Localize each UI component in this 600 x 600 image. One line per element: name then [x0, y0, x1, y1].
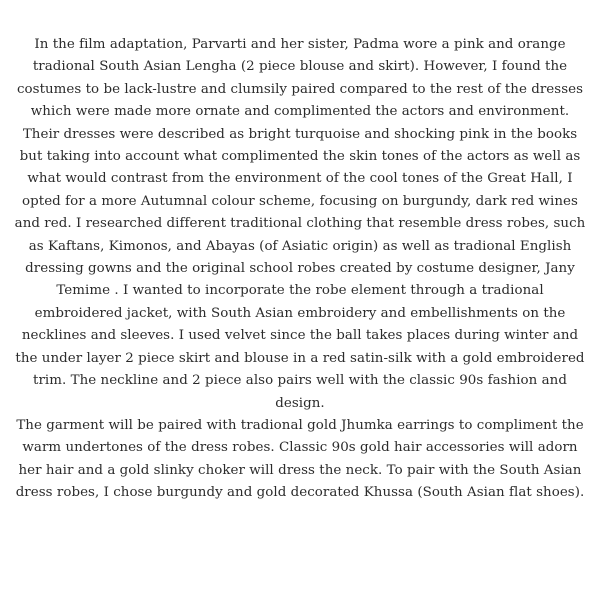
- paragraph-accessories: The garment will be paired with tradional gold Jhumka earrings to compliment the warm undertones of the dress robes. Classic 90s gold hair accessories will adorn her hair and a gold slinky choker will dress the neck. To pair with the South Asian dress robes, I chose burgundy and gold decorated Khussa (South Asian flat shoes).: [15, 417, 585, 501]
- body-text: [12, 34, 588, 505]
- paragraph-costume-research: In the film adaptation, Parvarti and her sister, Padma wore a pink and orange tradional South Asian Lengha (2 piece blouse and skirt). However, I found the costumes to be lack-lustre and clumsily paired compared to the rest of the dresses which were made more ornate and complimented the actors and environment. Their dresses were described as bright turquoise and shocking pink in the books but taking into account what complimented the skin tones of the actors as well as what would contrast from the environment of the cool tones of the Great Hall, I opted for a more Autumnal colour scheme, focusing on burgundy, dark red wines and red. I researched different traditional clothing that resemble dress robes, such as Kaftans, Kimonos, and Abayas (of Asiatic origin) as well as tradional English dressing gowns and the original school robes created by costume designer, Jany Temime . I wanted to incorporate the robe element through a tradional embroidered jacket, with South Asian embroidery and embellishments on the necklines and sleeves. I used velvet since the ball takes places during winter and the under layer 2 piece skirt and blouse in a red satin-silk with a gold embroidered trim. The neckline and 2 piece also pairs well with the classic 90s fashion and design.: [14, 37, 586, 411]
